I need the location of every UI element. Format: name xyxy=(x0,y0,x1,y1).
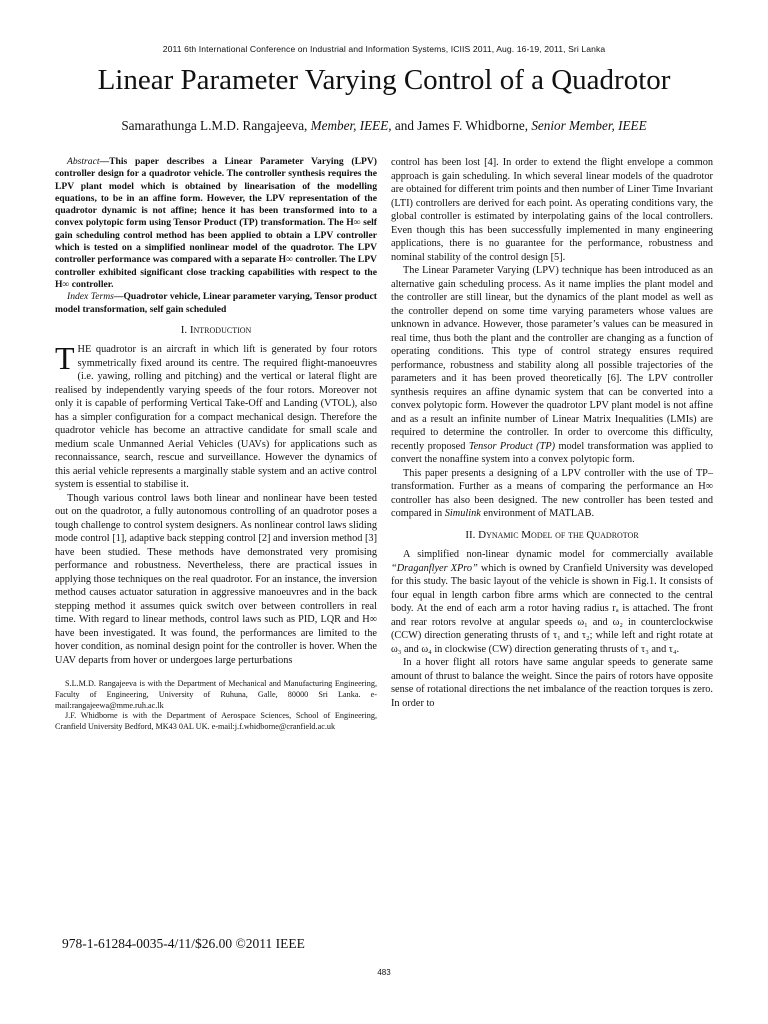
left-column xyxy=(55,156,377,732)
copyright-footer: 978-1-61284-0035-4/11/$26.00 ©2011 IEEE xyxy=(62,936,305,951)
right-paragraph-4-text-b: which is owned by Cranfield University was developed for this study. The basic layout of the vehicle is shown in Fig.1. It consists of four equal in length carbon fibre arms which are connected to the central body. At the end of each arm a rotor having radius rₐ is attached. The front and rear rotors revolve at angular speeds ω₁ and ω₂ in counterclockwise (CCW) direction generating thrusts of τ₁ and τ₂; while left and right rotate at ω₃ and ω₄ in clockwise (CW) direction generating thrusts of τ₃ and τ₄. xyxy=(391,562,713,655)
intro-paragraph-1 xyxy=(55,340,377,492)
section-number: I. xyxy=(180,323,188,336)
right-paragraph-2 xyxy=(391,264,713,467)
right-column xyxy=(391,156,713,710)
footnote-1: S.L.M.D. Rangajeeva is with the Department of Mechanical and Manufacturing Engineering, Faculty of Engineering, University of Ruhuna, Galle, 80000 Sri Lanka. e-mail:rangajeewa@mme.ruh.ac.lk xyxy=(55,679,377,710)
right-paragraph-4-emphasis: “Draganflyer XPro” xyxy=(391,562,478,574)
paper-title: Linear Parameter Varying Control of a Quadrotor xyxy=(97,64,671,96)
right-paragraph-3-text-b: environment of MATLAB. xyxy=(480,508,595,519)
right-paragraph-5: In a hover flight all rotors have same angular speeds to generate same amount of thrust to balance the weight. Since the pairs of rotors have opposite sense of rotational directions the net imbalance of the reaction torques is zero. In order to xyxy=(391,657,713,709)
right-paragraph-3-text-a: This paper presents a designing of a LPV controller with the use of TP–transformation. Further as a means of comparing the performance an H∞ controller has also been designed. The new controller has been tested and compared in xyxy=(391,467,713,519)
index-terms-text: —Quadrotor vehicle, Linear parameter varying, Tensor product model transformation, self gain scheduled xyxy=(55,291,378,315)
right-paragraph-2-text-b: model transformation was applied to convert the nonaffine system into a convex polytopic form. xyxy=(391,440,713,465)
section-heading-dynamic-model xyxy=(391,529,713,543)
abstract xyxy=(55,156,377,316)
right-paragraph-2-emphasis: Tensor Product (TP) xyxy=(468,440,556,452)
conference-header: 2011 6th International Conference on Industrial and Information Systems, ICIIS 2011, Aug. 16-19, 2011, Sri Lanka xyxy=(162,44,606,54)
right-paragraph-4-text-a: A simplified non-linear dynamic model for commercially available xyxy=(403,549,713,560)
intro-paragraph-1-text: HE quadrotor is an aircraft in which lift is generated by four rotors symmetrically fixed around its centre. The required flight-manoeuvres (i.e. yawing, rolling and pitching) and the vertical or lateral flight are realised by independently varying speeds of the four rotors. Moreover not only it is capable of performing Vertical Take-Off and Landing (VTOL), also has a simpler configuration for a compact mechanical design. Therefore the quadrotor vehicle has become an attractive candidate for small scale and medium scale Unmanned Aerial Vehicles (UAVs) for applications such as reconnaissance, search, rescue and surveillance. However the dynamics of this aerial vehicle represents a marginally stable system and an active control system is essential to stabilise it. xyxy=(55,344,377,491)
section-title: Dynamic Model of the Quadrotor xyxy=(478,528,639,541)
author-1-role: Member, IEEE, xyxy=(310,118,392,133)
section-number: II. xyxy=(465,528,476,541)
right-paragraph-3 xyxy=(391,467,713,521)
abstract-lead: Abstract xyxy=(67,156,100,167)
right-paragraph-4 xyxy=(391,548,713,656)
footnotes xyxy=(55,679,377,732)
right-paragraph-1: control has been lost [4]. In order to extend the flight envelope a common approach is gain scheduling. In which several linear models of the quadrotor are obtained for different trim points and then number of Liner Time Invariant (LTI) controllers are derived for each point. As operating conditions vary, the global controller is estimated by interpolating gains of the local controllers. Even though this has been successfully implemented in many engineering applications, there is no guarantee for the performance, robustness and nominal stability of the control design [5]. xyxy=(391,157,713,263)
page-number: 483 xyxy=(377,968,391,977)
right-paragraph-3-emphasis: Simulink xyxy=(444,508,481,519)
author-2-role: Senior Member, IEEE xyxy=(531,118,647,133)
index-terms-lead: Index Terms xyxy=(67,291,114,303)
footnote-2: J.F. Whidborne is with the Department of Aerospace Sciences, School of Engineering, Cranfield University Bedford, MK43 0AL UK. e-mail:j.f.whidborne@cranfield.ac.uk xyxy=(55,711,377,731)
drop-cap: T xyxy=(55,340,75,377)
author-line xyxy=(0,118,768,134)
abstract-text: —This paper describes a Linear Parameter Varying (LPV) controller design for a quadrotor vehicle. The controller synthesis requires the LPV plant model which is obtained by linearisation of the modelling equations, to be in an affine form. However, the LPV representation of the quadrotor dynamic is not affine; hence it has been transformed into to a convex polytopic form using Tensor Product (TP) transformation. The H∞ self gain scheduling control method has been applied to obtain a LPV controller which is tested on a simplified nonlinear model of the quadrotor. The LPV controller performance was compared with a separate H∞ controller. The LPV controller exhibited significant close tracking capabilities with respect to the H∞ controller. xyxy=(55,156,377,290)
section-heading-introduction xyxy=(55,324,377,338)
author-1: Samarathunga L.M.D. Rangajeeva, xyxy=(121,118,308,133)
right-paragraph-2-text-a: The Linear Parameter Varying (LPV) technique has been introduced as an alternative gain scheduling process. As it name implies the plant model and the controller are still linear, but the dynamics of the plant model as well as the controller depend on some time varying parameters whose values are unknown in advance. However, those parameter’s values can be measured in real time, thus both the plant and the controller are changing as a function of operating conditions. This type of control strategy ensures required performance, robustness and stability along all possible trajectories of the parameters and it has been proved theoretically [6]. The LPV controller synthesis requires an affine dynamic system that can be converted into a convex polytopic form. However the quadrotor LPV plant model is not affine and as a result an infinite number of Linear Matrix Inequalities (LMIs) are required to determine the controller. In order to overcome this difficulty, recently proposed xyxy=(391,265,713,452)
section-title: Introduction xyxy=(189,323,252,336)
author-2: and James F. Whidborne, xyxy=(394,118,529,133)
intro-paragraph-2: Though various control laws both linear and nonlinear have been tested out on the quadrotor, a fully autonomous controlling of an quadrotor poses a tough challenge to control system designers. As nonlinear control laws sliding mode control [1], adaptive back stepping control [2] and inversion method [3] have been studied. These methods have demonstrated very promising performance and robustness. Nevertheless, there are practical issues in applying those techniques on the real quadrotor. For an instance, the inversion method causes actuator saturation in aggressive manoeuvres and in the back stepping method it assumes quick switch over between controllers in real time. With regard to linear methods, control laws such as PID, LQR and H∞ have been investigated. It was found, the performances are limited to the hover condition, as nominal design point for the controller is hover. When the UAV departs from hover or undergoes large perturbations xyxy=(55,492,377,666)
